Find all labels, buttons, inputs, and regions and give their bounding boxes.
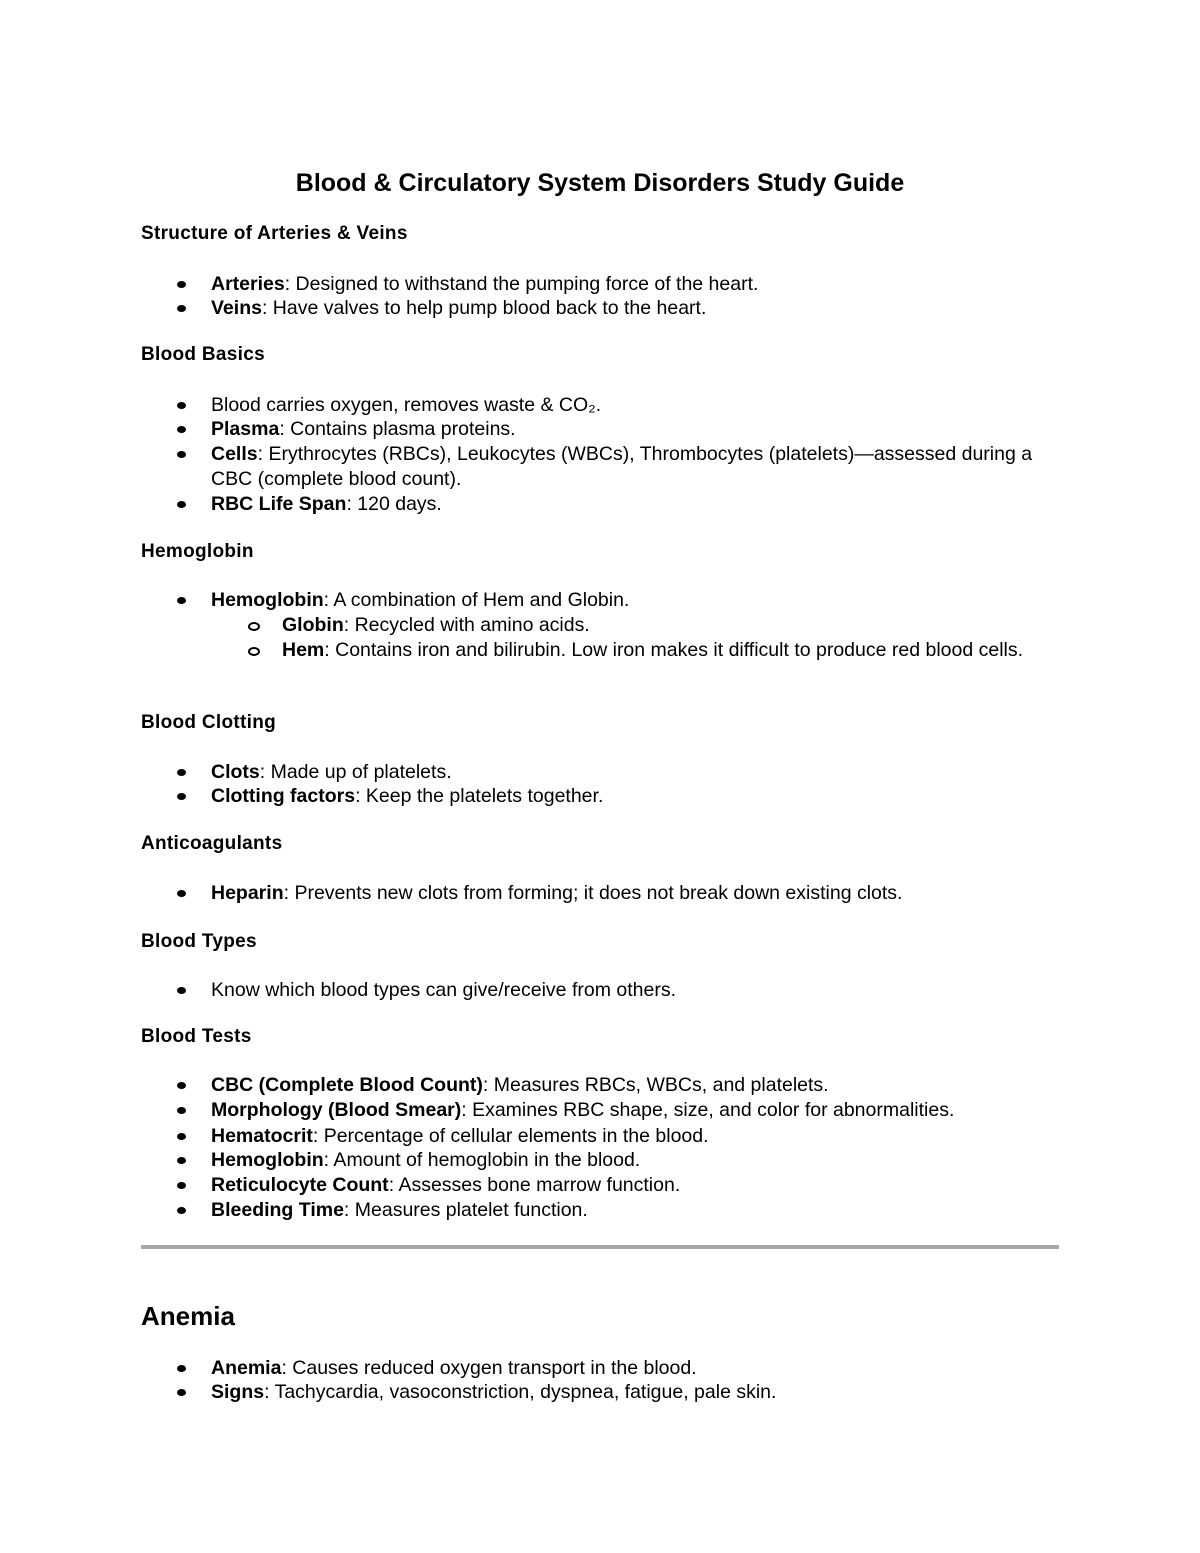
hollow-bullet-icon: [248, 647, 260, 656]
bullet-icon: [177, 402, 186, 409]
section-heading-blood-tests: Blood Tests: [141, 1026, 252, 1047]
list-item: Cells: Erythrocytes (RBCs), Leukocytes (WBCs), Thrombocytes (platelets)—assessed during a CBC (complete blood count).: [211, 442, 1061, 492]
section-heading-anemia: Anemia: [141, 1301, 235, 1331]
list-item: Hematocrit: Percentage of cellular elements in the blood.: [211, 1124, 1061, 1149]
list-item: Reticulocyte Count: Assesses bone marrow function.: [211, 1173, 1061, 1198]
sub-list-item: Globin: Recycled with amino acids.: [282, 613, 1062, 638]
list-item: Hemoglobin: A combination of Hem and Globin.: [211, 588, 1061, 613]
section-heading-clotting: Blood Clotting: [141, 712, 277, 733]
list-item: Know which blood types can give/receive from others.: [211, 978, 1061, 1003]
list-item: Plasma: Contains plasma proteins.: [211, 417, 1061, 442]
list-item: CBC (Complete Blood Count): Measures RBCs, WBCs, and platelets.: [211, 1073, 1061, 1098]
bullet-icon: [177, 426, 186, 433]
bullet-icon: [177, 1082, 186, 1089]
horizontal-divider: [141, 1245, 1059, 1249]
list-item: Arteries: Designed to withstand the pumping force of the heart.: [211, 272, 1061, 297]
list-item: Morphology (Blood Smear): Examines RBC shape, size, and color for abnormalities.: [211, 1098, 1061, 1123]
list-item: Veins: Have valves to help pump blood back to the heart.: [211, 296, 1061, 321]
bullet-icon: [177, 1389, 186, 1396]
bullet-icon: [177, 305, 186, 312]
list-item: Signs: Tachycardia, vasoconstriction, dyspnea, fatigue, pale skin.: [211, 1380, 1061, 1405]
bullet-icon: [177, 597, 186, 604]
bullet-icon: [177, 1133, 186, 1140]
bullet-icon: [177, 1157, 186, 1164]
bullet-icon: [177, 793, 186, 800]
bullet-icon: [177, 890, 186, 897]
bullet-icon: [177, 501, 186, 508]
bullet-icon: [177, 451, 186, 458]
bullet-icon: [177, 1107, 186, 1114]
bullet-icon: [177, 281, 186, 288]
sub-list-item: Hem: Contains iron and bilirubin. Low iron makes it difficult to produce red blood cells.: [282, 638, 1062, 663]
section-heading-blood-types: Blood Types: [141, 931, 257, 952]
list-item: Clots: Made up of platelets.: [211, 760, 1061, 785]
list-item: Heparin: Prevents new clots from forming; it does not break down existing clots.: [211, 881, 1061, 906]
section-heading-blood-basics: Blood Basics: [141, 344, 265, 365]
list-item: RBC Life Span: 120 days.: [211, 492, 1061, 517]
list-item: Anemia: Causes reduced oxygen transport in the blood.: [211, 1356, 1061, 1381]
list-item: Blood carries oxygen, removes waste & CO₂.: [211, 393, 1061, 418]
bullet-icon: [177, 1207, 186, 1214]
bullet-icon: [177, 987, 186, 994]
list-item: Bleeding Time: Measures platelet function.: [211, 1198, 1061, 1223]
bullet-icon: [177, 1182, 186, 1189]
hollow-bullet-icon: [248, 622, 260, 631]
list-item: Hemoglobin: Amount of hemoglobin in the blood.: [211, 1148, 1061, 1173]
bullet-icon: [177, 769, 186, 776]
section-heading-structure: Structure of Arteries & Veins: [141, 223, 408, 244]
section-heading-anticoagulants: Anticoagulants: [141, 833, 283, 854]
bullet-icon: [177, 1365, 186, 1372]
document-title: Blood & Circulatory System Disorders Study Guide: [295, 169, 905, 197]
section-heading-hemoglobin: Hemoglobin: [141, 541, 254, 562]
list-item: Clotting factors: Keep the platelets together.: [211, 784, 1061, 809]
